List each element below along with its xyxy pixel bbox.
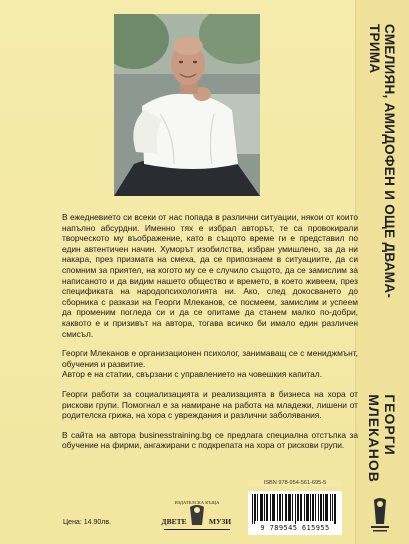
barcode-bar — [318, 494, 319, 521]
publisher-left-word: ДВЕТЕ — [161, 517, 187, 526]
price-label: Цена: 14.90лв. — [63, 519, 111, 526]
barcode-bar — [301, 494, 302, 521]
barcode-bar — [286, 494, 287, 521]
paragraph-author-bio: Георги Млеканов е организационен психолог, занимаващ се с мениджмънт, обучения и развитие. Автор е на статии, свързани с управлението на човешкия капитал. — [62, 348, 358, 380]
publisher-logo — [160, 497, 234, 537]
barcode-bar — [280, 494, 281, 521]
barcode-bar — [273, 494, 274, 521]
barcode-bar — [257, 494, 258, 521]
barcode-bar — [292, 494, 293, 521]
barcode-bar — [289, 494, 290, 521]
barcode-bar — [306, 494, 307, 521]
barcode-bar — [261, 494, 262, 521]
barcode-bar — [313, 494, 314, 521]
description-text — [62, 212, 358, 460]
barcode-bar — [321, 494, 322, 521]
barcode-bar — [332, 494, 333, 521]
barcode-bar — [310, 494, 311, 521]
publisher-right-word: МУЗИ — [208, 517, 232, 526]
barcode-bar — [277, 494, 278, 521]
barcode-bar — [266, 494, 267, 521]
barcode-bar — [315, 494, 316, 521]
barcode-bar — [334, 494, 335, 524]
barcode-bar — [252, 494, 253, 524]
barcode-bar — [307, 494, 308, 521]
barcode-bar — [295, 494, 296, 524]
barcode-bar — [325, 494, 326, 521]
barcode-bar — [335, 494, 336, 524]
barcode-bar — [262, 494, 263, 521]
spine-publisher-icon — [365, 494, 395, 534]
barcode-bar — [312, 494, 313, 521]
barcode-bar — [326, 494, 327, 521]
spine-text — [367, 18, 397, 538]
isbn-barcode — [248, 480, 342, 535]
barcode-bar — [330, 494, 331, 521]
barcode-bar — [279, 494, 280, 521]
barcode-bar — [270, 494, 271, 521]
barcode-bar — [274, 494, 275, 521]
paragraph-website: В сайта на автора businesstraining.bg се предлага специална отстъпка за обучение на фирми, ангажирани с подкрепата на хора от рискови групи. — [62, 429, 358, 451]
barcode-bar — [304, 494, 305, 521]
barcode-bar — [282, 494, 283, 521]
barcode-bar — [297, 494, 298, 521]
barcode-bar — [290, 494, 291, 521]
barcode-bar — [285, 494, 286, 521]
barcode-bar — [267, 494, 268, 521]
isbn-label: ISBN 978-954-561-695-5 — [248, 480, 342, 486]
spine-author: ГЕОРГИ МЛЕКАНОВ — [366, 394, 398, 483]
barcode-bar — [300, 494, 301, 521]
barcode-bar — [288, 494, 289, 521]
barcode-bar — [255, 494, 256, 521]
barcode-icon — [252, 494, 338, 524]
barcode-bar — [323, 494, 324, 521]
barcode-bar — [264, 494, 265, 521]
paragraph-intro: В ежедневието си всеки от нас попада в различни ситуации, някои от които напълно абсурдни. Именно тях е избрал авторът, те са провокирали творческото му въображение, като в същото време ги е представил по един автентичен начин. Хуморът изобилства, избран умишлено, за да ни накара, през призмата на смеха, да се припознаем в ситуациите, да си спомним за приятел, на когото му се е случило същото, да се замислим за написаното и да видим нашето общество и времето, в което живеем, през спецификата на народопсихологията ни. Ако, след докосването до сборника с разкази на Георги Млеканов, се посмеем, замислим и успеем да променим погледа си и да се опитаме да станем малко по-добри, каквото е и призивът на автора, тогава всичко би имало един различен смисъл. — [62, 212, 358, 339]
barcode-bar — [272, 494, 273, 521]
barcode-digits: 9 789545 615955 — [260, 524, 330, 532]
publisher-top-text: ИЗДАТЕЛСКА КЪЩА — [174, 500, 220, 505]
barcode-bar — [298, 494, 299, 521]
barcode-bar — [254, 494, 255, 524]
barcode-bar — [308, 494, 309, 521]
barcode-bar — [320, 494, 321, 521]
barcode-bar — [327, 494, 328, 521]
spine-title: СМЕЛИЯН, АМИДОФЕН И ОЩЕ ДВАМА-ТРИМА — [367, 24, 397, 299]
author-photo-illustration — [114, 14, 260, 196]
barcode-bar — [260, 494, 261, 521]
paragraph-social-work: Георги работи за социализацията и реализацията в бизнеса на хора от рискови групи. Помогнал е за намиране на работа на младежи, лишени от родителска грижа, на хора с увреждания и различни заболявания. — [62, 388, 358, 421]
author-photo — [114, 14, 260, 196]
